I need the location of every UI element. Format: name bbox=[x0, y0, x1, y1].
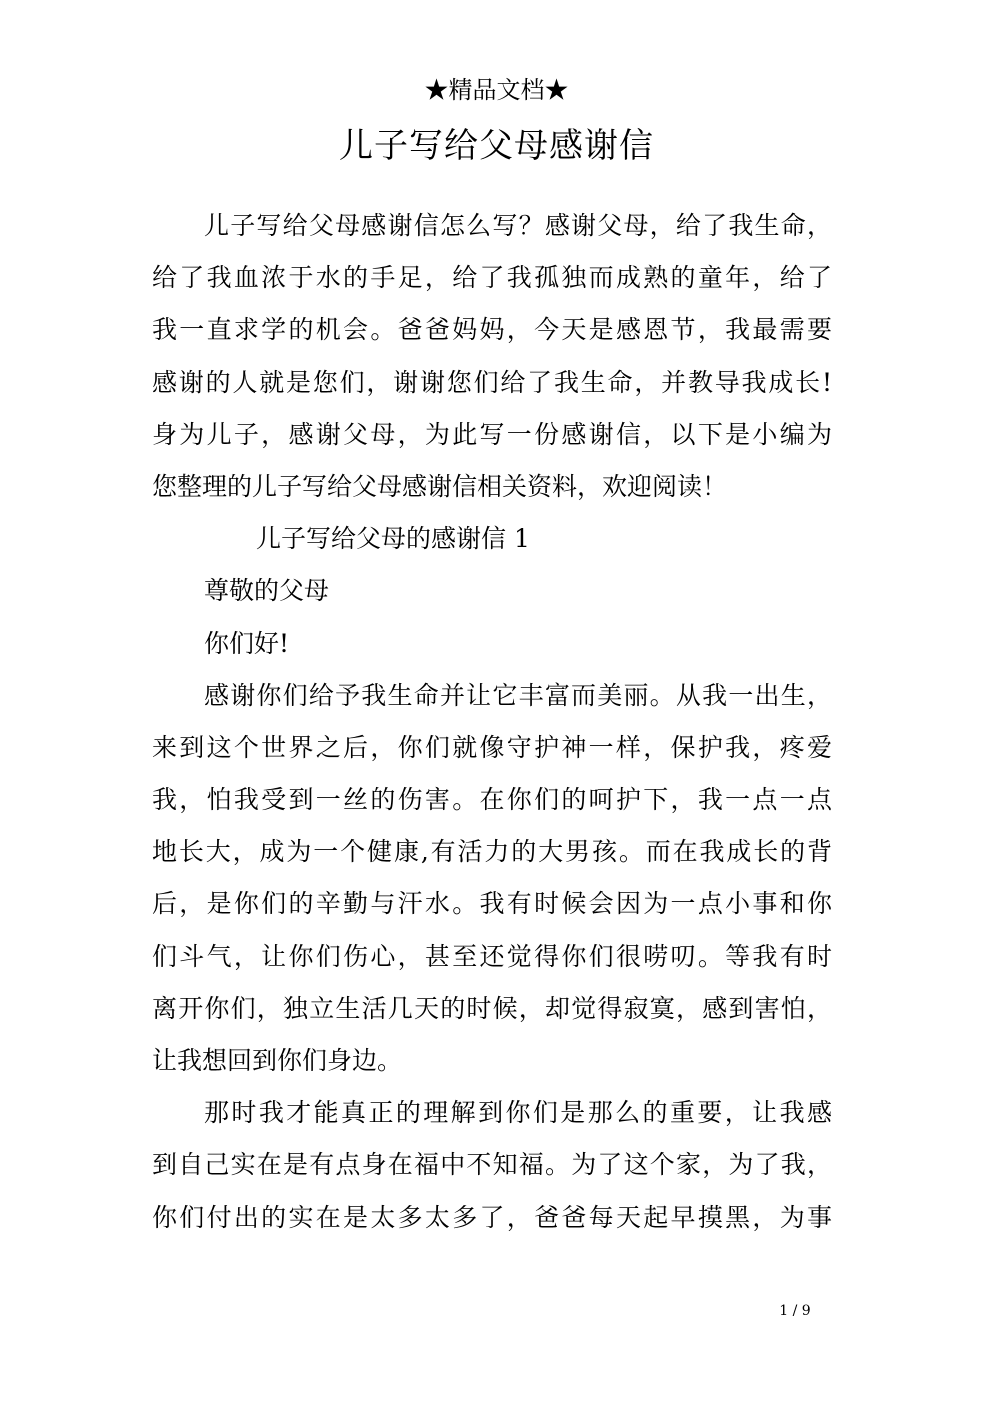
text-line: 到自己实在是有点身在福中不知福。为了这个家，为了我， bbox=[152, 1150, 832, 1180]
text-line: 你们付出的实在是太多太多了，爸爸每天起早摸黑，为事 bbox=[152, 1202, 832, 1232]
section-heading bbox=[152, 513, 832, 565]
text-line: 儿子写给父母感谢信怎么写？感谢父母，给了我生命， bbox=[204, 211, 832, 240]
page-number: 1 / 9 bbox=[779, 1303, 811, 1319]
text-line: 来到这个世界之后，你们就像守护神一样，保护我，疼爱 bbox=[152, 732, 832, 762]
salutation bbox=[152, 565, 832, 617]
paragraph-body-2 bbox=[152, 1087, 832, 1244]
document-body bbox=[152, 200, 832, 1244]
text-line: 后，是你们的辛勤与汗水。我有时候会因为一点小事和你 bbox=[152, 889, 832, 919]
text-line: 地长大，成为一个健康,有活力的大男孩。而在我成长的背 bbox=[152, 837, 832, 867]
text-line: 离开你们，独立生活几天的时候，却觉得寂寞，感到害怕， bbox=[152, 993, 832, 1023]
text-line: 感谢的人就是您们，谢谢您们给了我生命，并教导我成长! bbox=[152, 367, 832, 397]
text-line: 那时我才能真正的理解到你们是那么的重要，让我感 bbox=[204, 1098, 832, 1128]
text-line: 我一直求学的机会。爸爸妈妈，今天是感恩节，我最需要 bbox=[152, 315, 832, 345]
document-title: 儿子写给父母感谢信 bbox=[339, 126, 654, 166]
text-line: 您整理的儿子写给父母感谢信相关资料，欢迎阅读！ bbox=[152, 471, 728, 501]
text-line: 儿子写给父母的感谢信 1 bbox=[256, 524, 530, 554]
text-line: 尊敬的父母 bbox=[204, 576, 330, 606]
paragraph-body-1 bbox=[152, 670, 832, 1088]
header-mark: ★精品文档★ bbox=[424, 76, 569, 104]
greeting bbox=[152, 618, 832, 670]
text-line: 给了我血浓于水的手足，给了我孤独而成熟的童年，给了 bbox=[152, 263, 832, 293]
text-line: 感谢你们给予我生命并让它丰富而美丽。从我一出生， bbox=[204, 680, 832, 710]
text-line: 让我想回到你们身边。 bbox=[152, 1046, 403, 1075]
text-line: 们斗气，让你们伤心，甚至还觉得你们很唠叨。等我有时 bbox=[152, 941, 832, 971]
text-line: 我，怕我受到一丝的伤害。在你们的呵护下，我一点一点 bbox=[152, 785, 832, 815]
text-line: 身为儿子，感谢父母，为此写一份感谢信，以下是小编为 bbox=[152, 419, 832, 449]
paragraph-intro bbox=[152, 200, 832, 513]
text-line: 你们好! bbox=[204, 628, 290, 658]
